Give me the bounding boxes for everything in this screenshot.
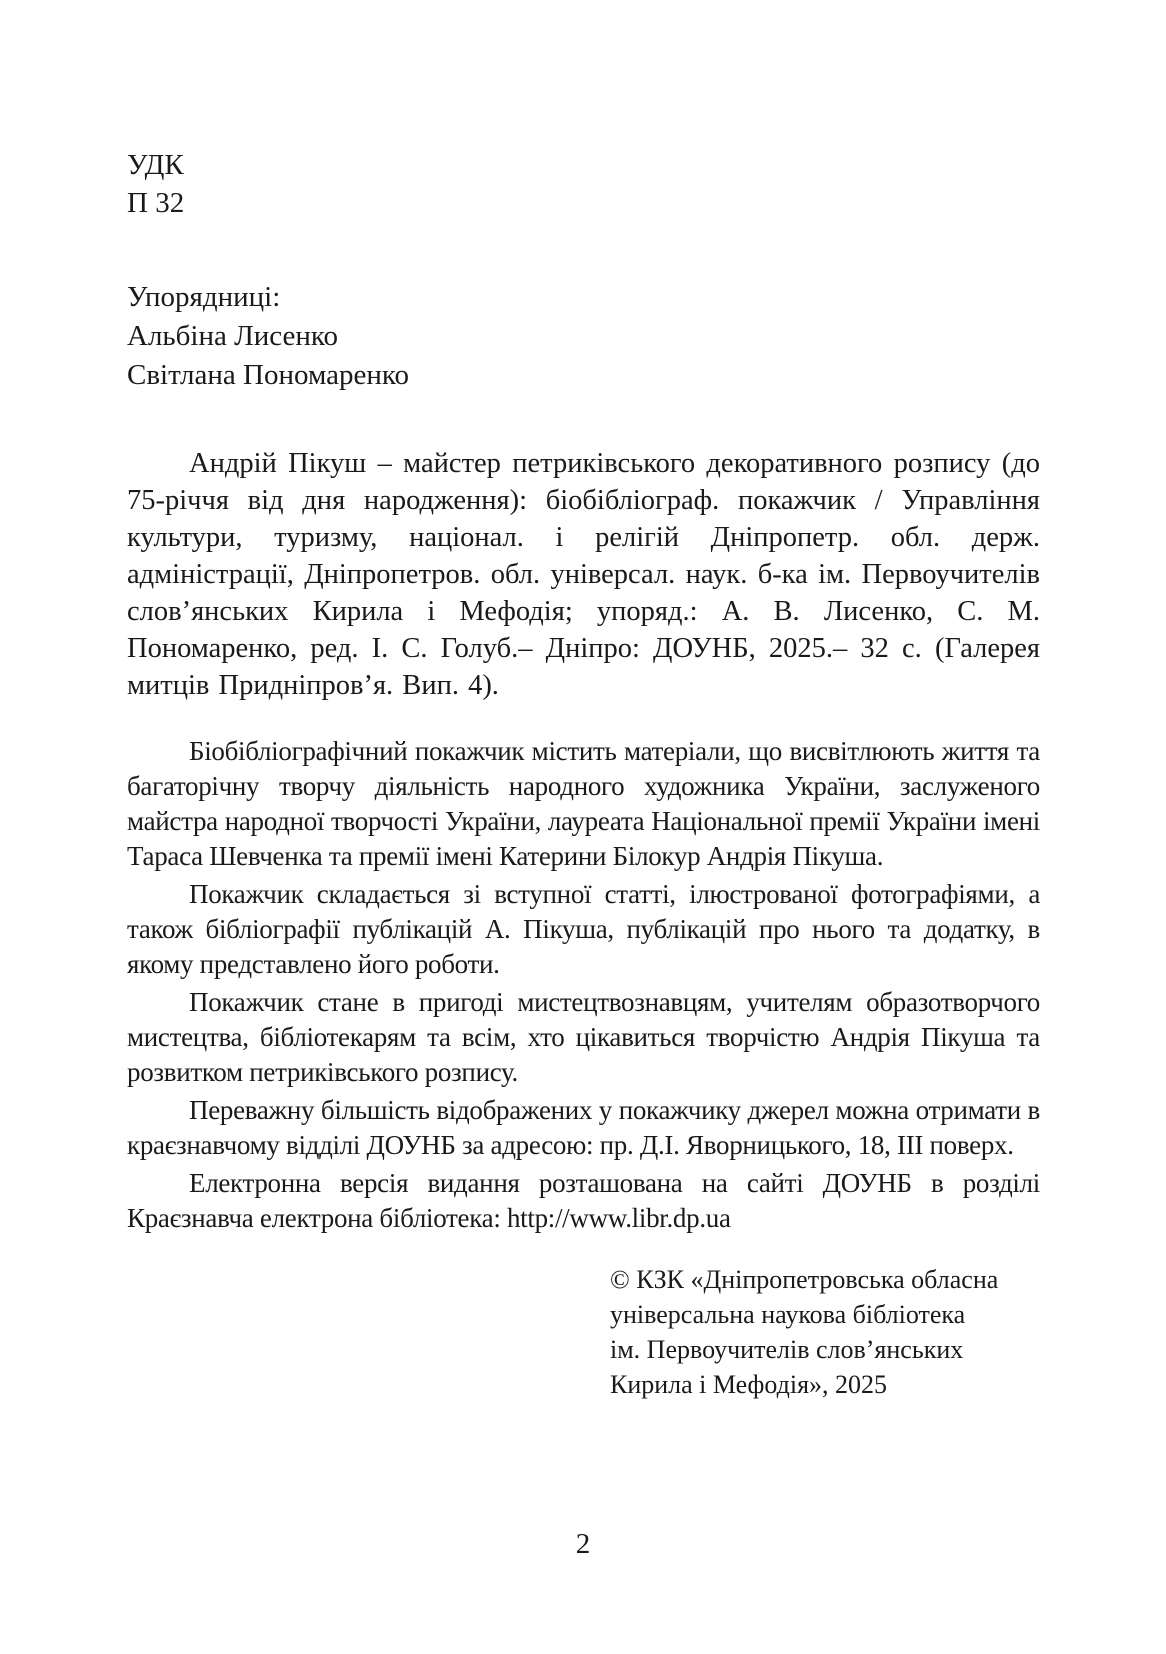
udk-label: УДК	[127, 149, 184, 181]
copyright-line: Кирила і Мефодія», 2025	[610, 1370, 888, 1399]
copyright-line: ім. Первоучителів слов’янських	[610, 1335, 964, 1364]
annotation-paragraph: Покажчик стане в пригоді мистецтвознавцям, учителям образотворчого мистецтва, бібліотекарям та всім, хто цікавиться творчістю Андрія Пікуша та розвитком петриківського розпису.	[127, 987, 1040, 1087]
compilers-heading: Упорядниці:	[127, 281, 281, 313]
copyright-block	[610, 1262, 999, 1402]
classification-code: П 32	[127, 187, 185, 219]
copyright-line: © КЗК «Дніпропетровська обласна	[610, 1265, 999, 1294]
compiler-name: Альбіна Лисенко	[127, 320, 339, 352]
annotation-paragraph: Переважну більшість відображених у покажчику джерел можна отримати в краєзнавчому відділі ДОУНБ за адресою: пр. Д.І. Яворницького, 18, ІІІ поверх.	[127, 1095, 1040, 1160]
page-number: 2	[575, 1528, 591, 1560]
bibliographic-record: Андрій Пікуш – майстер петриківського декоративного розпису (до 75-річчя від дня народження): біобібліограф. покажчик / Управління культури, туризму, націонал. і релігій Дніпропетр. обл. держ. адміністрації, Дніпропетров. обл. універсал. наук. б-ка ім. Первоучителів слов’янських Кирила і Мефодія; упоряд.: А. В. Лисенко, С. М. Пономаренко, ред. І. С. Голуб.– Дніпро: ДОУНБ, 2025.– 32 с. (Галерея митців Придніпров’я. Вип. 4).	[127, 448, 1040, 701]
copyright-line: універсальна наукова бібліотека	[610, 1300, 966, 1329]
compilers-block	[127, 278, 1040, 395]
compiler-name: Світлана Пономаренко	[127, 359, 409, 391]
annotation-paragraph: Покажчик складається зі вступної статті, ілюстрованої фотографіями, а також бібліографії публікацій А. Пікуша, публікацій про нього та додатку, в якому представлено його роботи.	[127, 879, 1040, 979]
annotation-paragraph: Електронна версія видання розташована на сайті ДОУНБ в розділі Краєзнавча електрона бібліотека: http://www.libr.dp.ua	[127, 1168, 1040, 1233]
annotation-block	[127, 734, 1040, 1236]
annotation-paragraph: Біобібліографічний покажчик містить матеріали, що висвітлюють життя та багаторічну творчу діяльність народного художника України, заслуженого майстра народної творчості України, лауреата Національної премії України імені Тараса Шевченка та премії імені Катерини Білокур Андрія Пікуша.	[127, 736, 1040, 871]
udk-block	[127, 146, 1040, 222]
